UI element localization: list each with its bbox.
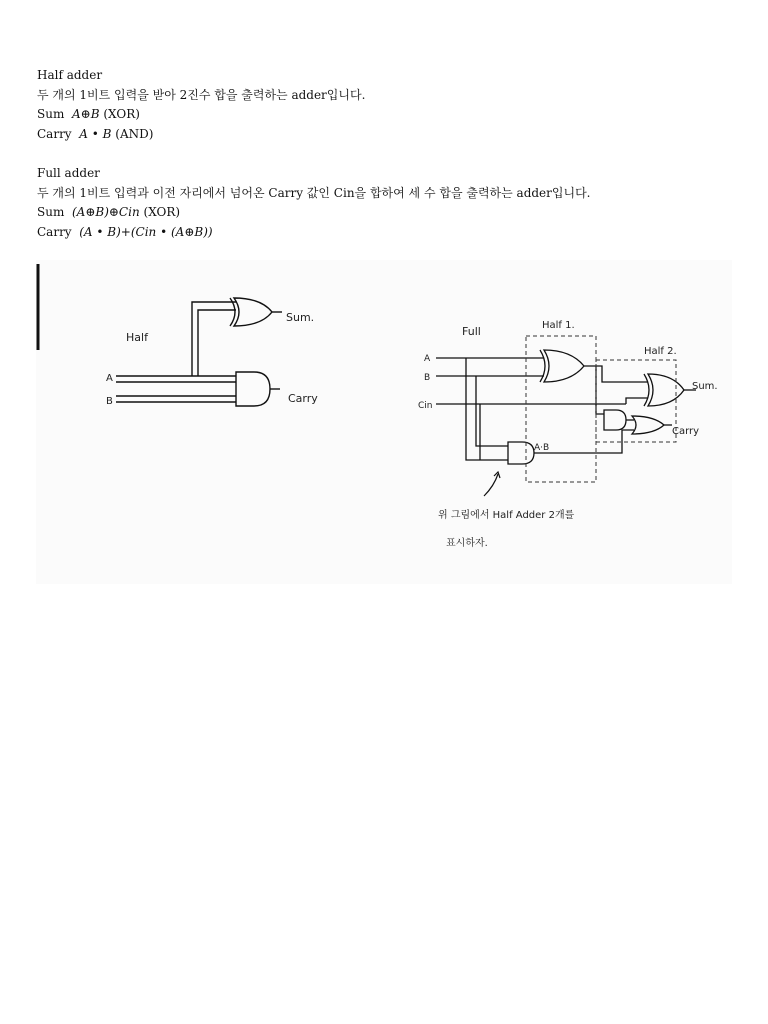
sum-output-label: Sum. — [286, 311, 315, 324]
carry-output-label: Carry — [288, 392, 318, 405]
note-line-1: 위 그림에서 Half Adder 2개를 — [438, 510, 575, 521]
xor-gate-half2 — [648, 374, 684, 406]
carry-label: Carry — [37, 126, 72, 141]
xor-gate — [234, 298, 272, 326]
sum-label: Sum — [37, 107, 65, 122]
ab-label: A·B — [534, 443, 550, 453]
full-adder-carry-formula — [37, 223, 737, 243]
full-input-cin-label: Cin — [418, 401, 433, 411]
xor-gate-half1 — [544, 350, 584, 382]
half-adder-title: Half adder — [37, 68, 103, 82]
text-block — [37, 66, 737, 242]
carry-expression: A • B — [79, 126, 112, 141]
or-gate — [632, 416, 664, 434]
carry-expression: (A • B)+(Cin • (A⊕B)) — [79, 224, 213, 239]
sum-note: (XOR) — [103, 107, 140, 122]
full-carry-label: Carry — [672, 426, 700, 437]
sum-note: (XOR) — [143, 205, 181, 220]
half-adder-description: 두 개의 1비트 입력을 받아 2진수 합을 출력하는 adder입니다. — [37, 87, 366, 102]
note-line-2: 표시하자. — [446, 538, 488, 549]
spacer — [37, 144, 737, 164]
full-adder-sum-formula — [37, 203, 737, 223]
carry-note: (AND) — [115, 126, 154, 141]
full-adder-description: 두 개의 1비트 입력과 이전 자리에서 넘어온 Carry 값인 Cin을 합하여 세 수 합을 출력하는 adder입니다. — [37, 185, 591, 200]
full-adder-circuit — [436, 350, 696, 464]
full-adder-title: Full adder — [37, 165, 100, 180]
input-a-label: A — [106, 373, 113, 384]
circuit-diagram — [36, 260, 732, 584]
full-sum-label: Sum. — [692, 381, 718, 392]
and-gate-half1 — [508, 442, 534, 464]
sum-expression: (A⊕B)⊕Cin — [71, 205, 140, 220]
arrow — [484, 474, 498, 496]
full-label: Full — [462, 325, 481, 338]
full-input-a-label: A — [424, 354, 431, 364]
full-input-b-label: B — [424, 373, 431, 383]
half-adder-sum-formula — [37, 105, 737, 125]
circuit-figure — [36, 260, 732, 584]
sum-expression: A⊕B — [71, 107, 100, 122]
input-b-label: B — [106, 396, 113, 407]
half-adder-carry-formula — [37, 125, 737, 145]
and-gate — [236, 372, 270, 406]
half-adder-circuit — [116, 298, 282, 406]
half-label: Half — [126, 331, 148, 344]
sum-label: Sum — [37, 205, 65, 220]
half2-label: Half 2. — [644, 346, 677, 357]
and-gate-half2 — [604, 410, 626, 430]
half-adder-boxes — [526, 336, 676, 482]
half1-label: Half 1. — [542, 320, 575, 331]
carry-label: Carry — [37, 224, 72, 239]
